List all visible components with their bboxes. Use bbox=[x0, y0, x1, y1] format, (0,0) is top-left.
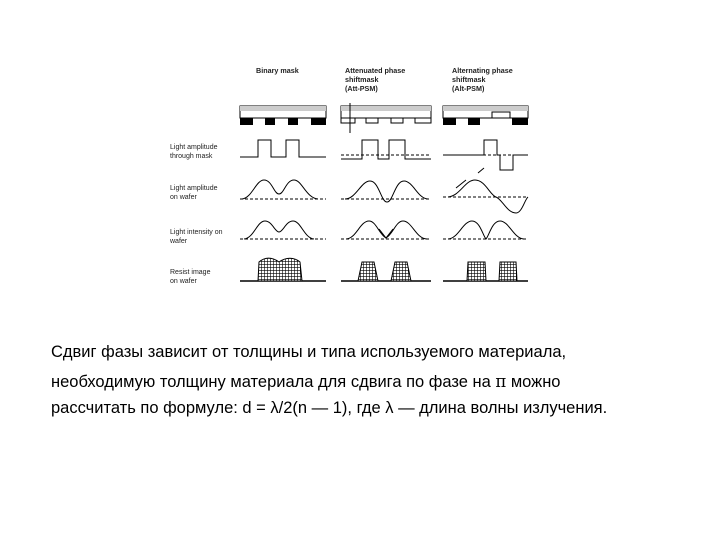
column-header-att-line2: shiftmask bbox=[345, 75, 379, 84]
row-label-4-line2: on wafer bbox=[170, 278, 197, 285]
alt-psm-column bbox=[443, 106, 528, 281]
pi-symbol: π bbox=[495, 372, 507, 391]
att-psm-column bbox=[341, 103, 431, 281]
row-label-amplitude-mask bbox=[170, 144, 218, 160]
caption-line-1: Сдвиг фазы зависит от толщины и типа используемого материала, bbox=[51, 343, 567, 361]
caption-line-2-text: необходимую толщину материала для сдвига по фазе на bbox=[51, 373, 496, 391]
column-header-att-line3: (Att-PSM) bbox=[345, 84, 378, 93]
row-label-intensity-wafer bbox=[169, 229, 223, 245]
binary-amplitude-wafer-curve bbox=[242, 180, 318, 199]
row-label-amplitude-wafer bbox=[170, 185, 218, 201]
binary-resist-image bbox=[258, 258, 302, 281]
row-label-1-line2: through mask bbox=[170, 153, 213, 160]
row-label-3-line2: wafer bbox=[170, 238, 188, 245]
att-resist-left bbox=[358, 262, 378, 281]
row-label-2-line2: on wafer bbox=[170, 194, 197, 201]
row-label-4-line1: Resist image bbox=[170, 269, 211, 276]
column-header-alt-line1: Alternating phase bbox=[452, 66, 513, 75]
column-header-att-psm bbox=[345, 66, 405, 93]
binary-intensity-wafer-curve bbox=[244, 221, 314, 239]
att-intensity-wafer-curve bbox=[346, 221, 427, 239]
binary-amplitude-mask-curve bbox=[240, 140, 326, 157]
caption-line-3: рассчитать по формуле: d = λ/2(n — 1), где λ — длина волны излучения. bbox=[51, 399, 608, 417]
column-header-binary bbox=[256, 66, 299, 75]
alt-amplitude-arrow bbox=[456, 168, 484, 188]
column-header-alt-line3: (Alt-PSM) bbox=[452, 84, 485, 93]
row-label-resist-image bbox=[170, 269, 211, 285]
row-label-1-line1: Light amplitude bbox=[170, 144, 218, 151]
att-resist-right bbox=[391, 262, 411, 281]
column-header-alt-psm bbox=[452, 66, 513, 93]
column-header-binary-line1: Binary mask bbox=[256, 66, 299, 75]
att-amplitude-mask-curve bbox=[341, 140, 431, 159]
alt-resist-left bbox=[467, 262, 486, 281]
column-header-att-line1: Attenuated phase bbox=[345, 66, 406, 75]
binary-mask-plate bbox=[240, 106, 326, 125]
row-label-3-line1: Light intensity on bbox=[170, 229, 223, 236]
caption-line-2 bbox=[51, 369, 691, 395]
row-label-2-line1: Light amplitude bbox=[170, 185, 218, 192]
alt-resist-right bbox=[499, 262, 517, 281]
att-psm-mask-plate bbox=[341, 103, 431, 133]
alt-intensity-wafer-curve bbox=[448, 221, 524, 239]
column-header-alt-line2: shiftmask bbox=[452, 75, 486, 84]
binary-mask-column bbox=[240, 106, 326, 281]
caption-line-2-end: можно bbox=[506, 373, 561, 391]
alt-psm-mask-plate bbox=[443, 106, 528, 125]
